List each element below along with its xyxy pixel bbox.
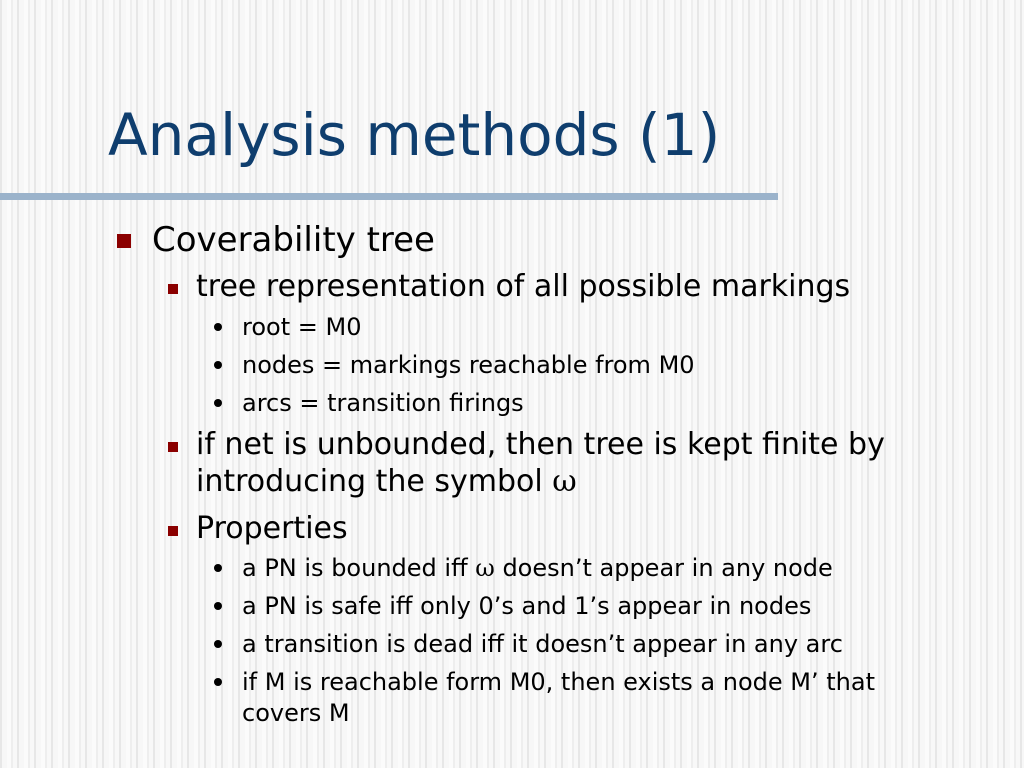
bullet-dot-icon: [214, 640, 222, 648]
bullet-dot-icon: [214, 361, 222, 369]
bullet-dot-icon: [214, 323, 222, 331]
bullet-arcs: arcs = transition firings: [242, 389, 524, 417]
bullet-nodes: nodes = markings reachable from M0: [242, 351, 695, 379]
bullet-root: root = M0: [242, 313, 362, 341]
omega-symbol: ω: [475, 554, 495, 582]
bullet-dot-icon: [214, 399, 222, 407]
bullet-reachable-line-2: covers M: [242, 699, 350, 727]
bullet-square-icon: [168, 442, 178, 452]
slide-title: Analysis methods (1): [108, 101, 721, 169]
bullet-tree-representation: tree representation of all possible markings: [196, 269, 851, 304]
bullet-safe: a PN is safe iff only 0’s and 1’s appear in nodes: [242, 592, 812, 620]
bullet-dot-icon: [214, 564, 222, 572]
bullet-bounded: [242, 553, 833, 584]
bullet-reachable-line-1: if M is reachable form M0, then exists a node M’ that: [242, 668, 875, 696]
bullet-unbounded-line-2: [196, 463, 577, 501]
title-underline: [0, 193, 778, 200]
bullet-bounded-prefix: a PN is bounded iff: [242, 554, 476, 582]
bullet-square-icon: [168, 284, 178, 294]
bullet-properties: Properties: [196, 511, 348, 546]
omega-symbol: ω: [552, 464, 577, 499]
bullet-unbounded-text: introducing the symbol: [196, 464, 553, 499]
bullet-unbounded-line-1: if net is unbounded, then tree is kept finite by: [196, 427, 885, 462]
bullet-bounded-suffix: doesn’t appear in any node: [494, 554, 833, 582]
bullet-dot-icon: [214, 678, 222, 686]
bullet-dot-icon: [214, 602, 222, 610]
bullet-square-icon: [168, 526, 178, 536]
bullet-square-icon: [117, 234, 131, 248]
bullet-coverability-tree: Coverability tree: [152, 220, 435, 260]
bullet-dead: a transition is dead iff it doesn’t appear in any arc: [242, 630, 843, 658]
